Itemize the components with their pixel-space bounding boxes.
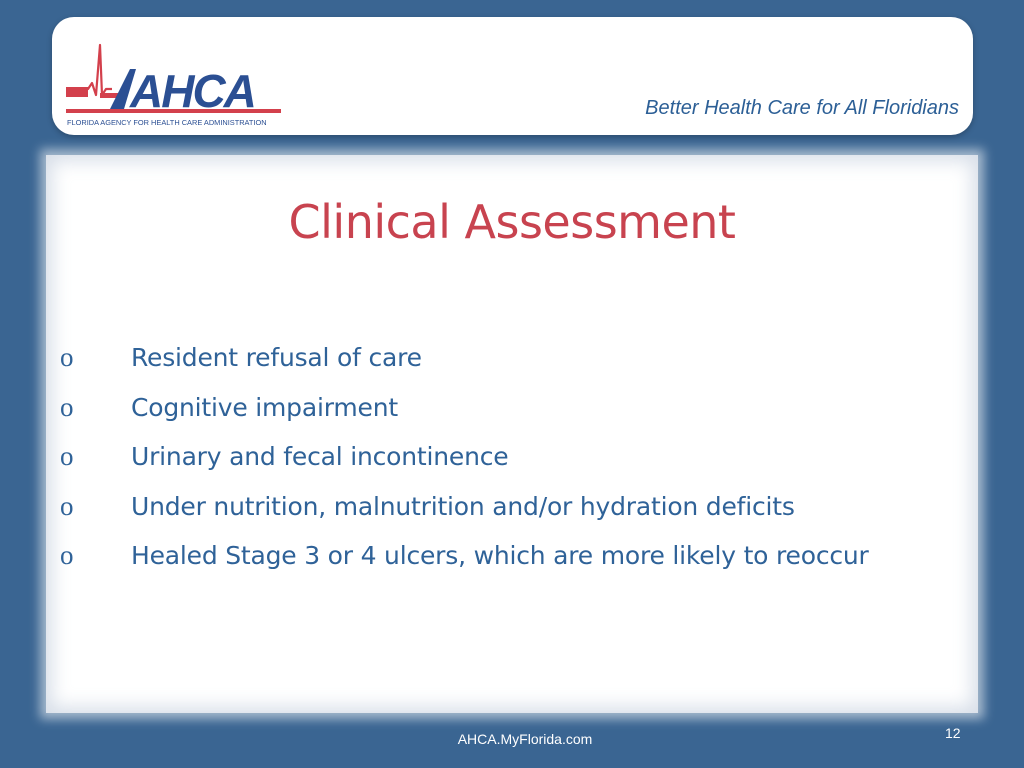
bullet-text: Resident refusal of care [131,343,422,372]
bullet-circle-icon: o [60,540,74,570]
bullet-text: Under nutrition, malnutrition and/or hydration deficits [131,491,795,521]
bullet-circle-icon: o [60,441,74,471]
bullet-circle-icon: o [60,342,74,372]
slide-title: Clinical Assessment [288,195,736,249]
bullet-circle-icon: o [60,391,74,422]
ahca-logo [66,25,286,129]
list-item [60,492,968,542]
bullet-circle-icon: o [60,490,74,521]
bullet-text: Cognitive impairment [131,392,398,422]
footer-url: AHCA.MyFlorida.com [457,731,593,747]
header-panel [52,17,973,135]
bullet-text: Urinary and fecal incontinence [131,442,509,471]
list-item [60,393,968,443]
tagline: Better Health Care for All Floridians [645,97,959,119]
bullet-list [60,343,968,591]
content-panel [46,155,978,713]
logo-subtext: FLORIDA AGENCY FOR HEALTH CARE ADMINISTRATION [67,118,267,127]
page-number: 12 [945,725,961,741]
list-item [60,343,968,393]
list-item [60,442,968,492]
list-item [60,541,968,591]
logo-text: AHCA [130,65,255,117]
bullet-text: Healed Stage 3 or 4 ulcers, which are more likely to reoccur [131,541,869,570]
